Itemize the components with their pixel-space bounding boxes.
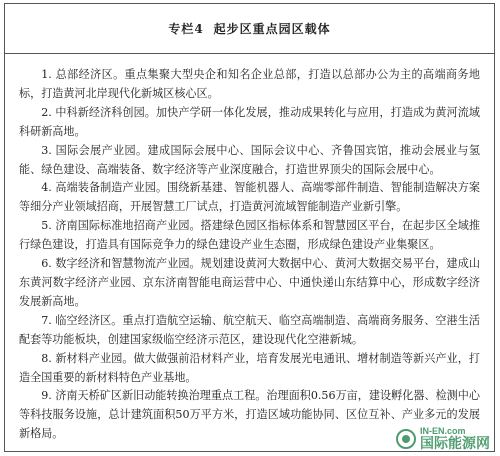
list-item: 5. 济南国际标准地招商产业园。搭建绿色园区指标体系和智慧园区平台，在起步区全域推行绿色建设，打造具有国际竞争力的绿色建设产业生态圈，形成绿色建设产业集聚区。 (19, 219, 480, 252)
watermark-name: 国际能源网 (420, 435, 490, 451)
list-item: 4. 高端装备制造产业园。围绕新基建、智能机器人、高端零部件制造、智能制造解决方案等细分产业领域招商，开展智慧工厂试点，打造黄河流域智能制造产业新引擎。 (19, 181, 480, 214)
watermark-domain: IN-EN.com (420, 426, 466, 436)
list-item: 8. 新材料产业园。做大做强前沿材料产业，培育发展光电通讯、增材制造等新兴产业，打造全国重要的新材料特色产业基地。 (19, 351, 480, 384)
column-title-text: 起步区重点园区载体 (213, 22, 331, 36)
list-item: 3. 国际会展产业园。建成国际会展中心、国际会议中心、齐鲁国宾馆，推动会展业与氢能、绿色建设、高端装备、数字经济等产业深度融合，打造世界顶尖的国际会展中心。 (19, 143, 480, 176)
column-content (5, 56, 494, 451)
column-label: 专栏4 (168, 22, 204, 36)
list-item: 1. 总部经济区。重点集聚大型央企和知名企业总部，打造以总部办公为主的高端商务地标，打造黄河北岸现代化新城区核心区。 (19, 68, 480, 100)
column-header (5, 4, 494, 54)
watermark (396, 427, 490, 450)
watermark-logo-icon (396, 429, 416, 449)
column-box (4, 3, 495, 452)
list-item: 6. 数字经济和智慧物流产业园。规划建设黄河大数据中心、黄河大数据交易平台，建成山东黄河数字经济产业园、京东济南智能电商运营中心、中通快递山东结算中心，形成数字经济发展新高地。 (19, 257, 480, 308)
watermark-text (420, 427, 490, 450)
list-item: 2. 中科新经济科创园。加快产学研一体化发展，推动成果转化与应用，打造成为黄河流域科研新高地。 (19, 105, 480, 138)
list-item: 9. 济南天桥矿区新旧动能转换治理重点工程。治理面积0.56万亩，建设孵化器、检测中心等科技服务设施，总计建筑面积50万平方米，打造区域功能协同、区位互补、产业多元的发展新格局。 (19, 389, 480, 441)
column-title (168, 20, 330, 37)
list-item: 7. 临空经济区。重点打造航空运输、航空航天、临空高端制造、高端商务服务、空港生活配套等功能板块，创建国家级临空经济示范区，建设现代化空港新城。 (19, 313, 480, 346)
